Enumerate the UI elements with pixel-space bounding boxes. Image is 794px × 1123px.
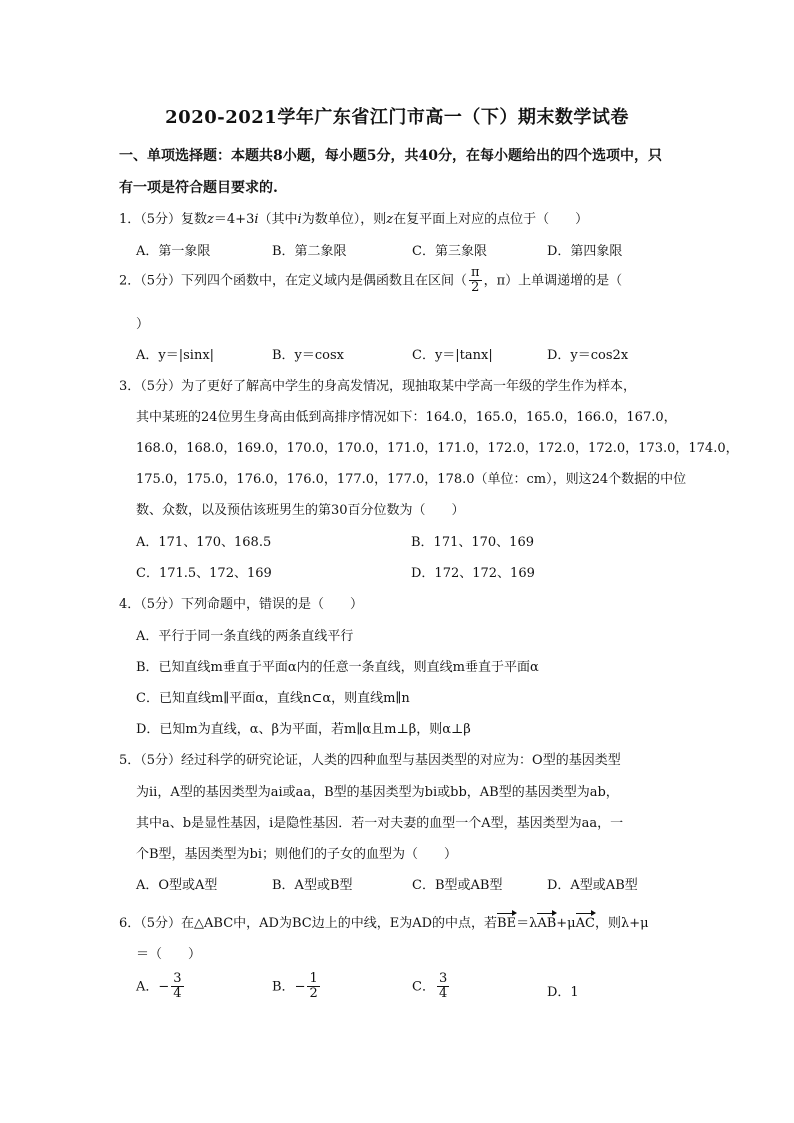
q6-option-c[interactable] xyxy=(412,972,451,1002)
q5-option-d[interactable]: D．A型或AB型 xyxy=(547,878,638,893)
q2-stem-cont: ） xyxy=(136,317,150,332)
q1-option-b[interactable]: B．第二象限 xyxy=(272,244,347,259)
q2-option-c[interactable]: C．y＝|tanx| xyxy=(412,348,493,363)
q2-text2: ，π）上单调递增的是（ xyxy=(483,273,623,289)
q6-b-label: B． xyxy=(272,979,295,995)
q5-option-b[interactable]: B．A型或B型 xyxy=(272,878,353,893)
q2-fraction xyxy=(469,266,482,296)
q6-b-num: 1 xyxy=(309,971,318,986)
q3-line3: 168.0，168.0，169.0，170.0，170.0，171.0，171.0，172.0，172.0，172.0，173.0，174.0， xyxy=(136,441,739,456)
q6-option-b[interactable] xyxy=(272,972,322,1002)
q6-eq: ＝λ xyxy=(516,916,538,931)
q4-option-b[interactable]: B．已知直线m垂直于平面α内的任意一条直线，则直线m垂直于平面α xyxy=(136,660,539,675)
vector-ac: AC xyxy=(575,916,595,931)
q6-line1 xyxy=(119,912,649,931)
q6-line2: ＝（ ） xyxy=(136,947,202,962)
q6-b-sign: − xyxy=(294,979,306,995)
q2-option-a[interactable]: A．y＝|sinx| xyxy=(136,348,215,363)
q6-c-label: C． xyxy=(412,979,435,995)
q5-line2: 为ii，A型的基因类型为ai或aa，B型的基因类型为bi或bb，AB型的基因类型为ab， xyxy=(136,785,619,800)
q5-line4: 个B型，基因类型为bi；则他们的子女的血型为（ ） xyxy=(136,847,458,862)
q1-mid: （其中 xyxy=(258,212,298,227)
q2-option-b[interactable]: B．y＝cosx xyxy=(272,348,345,363)
q6-c-fraction xyxy=(437,972,449,1002)
vector-ab: AB xyxy=(537,916,557,931)
q1-var-i2: i xyxy=(297,212,302,227)
q4-option-d[interactable]: D．已知m为直线，α、β为平面，若m∥α且m⊥β，则α⊥β xyxy=(136,722,471,737)
q6-plus: +μ xyxy=(556,916,576,931)
question-1-stem xyxy=(119,208,588,227)
q6-a-num: 3 xyxy=(173,971,182,986)
q1-var-z: z xyxy=(207,212,214,227)
q3-line4: 175.0，175.0，176.0，176.0，177.0，177.0，178.0（单位：cm），则这24个数据的中位 xyxy=(136,472,687,487)
q5-line3: 其中a、b是显性基因，i是隐性基因．若一对夫妻的血型一个A型，基因类型为aa，一 xyxy=(136,816,624,831)
q5-line1: 5．（5分）经过科学的研究论证，人类的四种血型与基因类型的对应为：O型的基因类型 xyxy=(119,753,621,768)
q6-text-b: ，则λ+μ xyxy=(594,916,649,931)
q1-num: 1．（5分）复数 xyxy=(119,212,208,227)
q2-option-d[interactable]: D．y＝cos2x xyxy=(547,348,629,363)
q1-var-i: i xyxy=(254,212,259,227)
q6-a-den: 4 xyxy=(173,986,182,1002)
q3-option-d[interactable]: D．172、172、169 xyxy=(411,566,535,581)
q6-b-fraction xyxy=(307,972,319,1002)
q1-rest: 在复平面上对应的点位于（ ） xyxy=(393,212,589,227)
q6-a-sign: − xyxy=(158,979,170,995)
q4-option-c[interactable]: C．已知直线m∥平面α，直线n⊂α，则直线m∥n xyxy=(136,691,410,706)
question-2-stem xyxy=(119,266,622,296)
q6-a-label: A． xyxy=(136,979,159,995)
q2-frac-num: π xyxy=(471,265,480,280)
q6-b-den: 2 xyxy=(309,986,318,1002)
q2-text: 2．（5分）下列四个函数中，在定义域内是偶函数且在区间（ xyxy=(119,273,468,289)
q6-a-fraction xyxy=(171,972,183,1002)
q6-option-d[interactable]: D．1 xyxy=(547,985,579,1000)
section-heading-line2: 有一项是符合题目要求的. xyxy=(119,180,278,196)
section-heading-line1: 一、单项选择题：本题共8小题，每小题5分，共40分，在每小题给出的四个选项中，只 xyxy=(119,148,662,164)
q5-option-a[interactable]: A．O型或A型 xyxy=(136,878,218,893)
q3-line2: 其中某班的24位男生身高由低到高排序情况如下：164.0，165.0，165.0，166.0，167.0， xyxy=(136,410,677,425)
q4-stem: 4．（5分）下列命题中，错误的是（ ） xyxy=(119,597,364,612)
q4-option-a[interactable]: A．平行于同一条直线的两条直线平行 xyxy=(136,629,354,644)
q1-option-a[interactable]: A．第一象限 xyxy=(136,244,211,259)
q3-option-a[interactable]: A．171、170、168.5 xyxy=(136,535,272,550)
q6-option-a[interactable] xyxy=(136,972,186,1002)
q5-option-c[interactable]: C．B型或AB型 xyxy=(412,878,503,893)
q1-mid2: 为数单位），则 xyxy=(301,212,387,227)
q1-var-z2: z xyxy=(386,212,394,227)
q3-line1: 3．（5分）为了更好了解高中学生的身高发情况，现抽取某中学高一年级的学生作为样本， xyxy=(119,379,637,394)
page-title: 2020-2021学年广东省江门市高一（下）期末数学试卷 xyxy=(165,107,629,128)
q1-eq: ＝4+3 xyxy=(213,212,255,227)
q3-line5: 数、众数，以及预估该班男生的第30百分位数为（ ） xyxy=(136,503,465,518)
q6-c-den: 4 xyxy=(438,986,448,1002)
q6-text-a: 6．（5分）在△ABC中，AD为BC边上的中线，E为AD的中点，若 xyxy=(119,916,498,931)
q3-option-b[interactable]: B．171、170、169 xyxy=(411,535,534,550)
q1-option-c[interactable]: C．第三象限 xyxy=(412,244,487,259)
q2-frac-den: 2 xyxy=(471,280,480,296)
q6-c-num: 3 xyxy=(438,971,448,986)
q1-option-d[interactable]: D．第四象限 xyxy=(547,244,623,259)
vector-be: BE xyxy=(497,916,517,931)
q3-option-c[interactable]: C．171.5、172、169 xyxy=(136,566,272,581)
